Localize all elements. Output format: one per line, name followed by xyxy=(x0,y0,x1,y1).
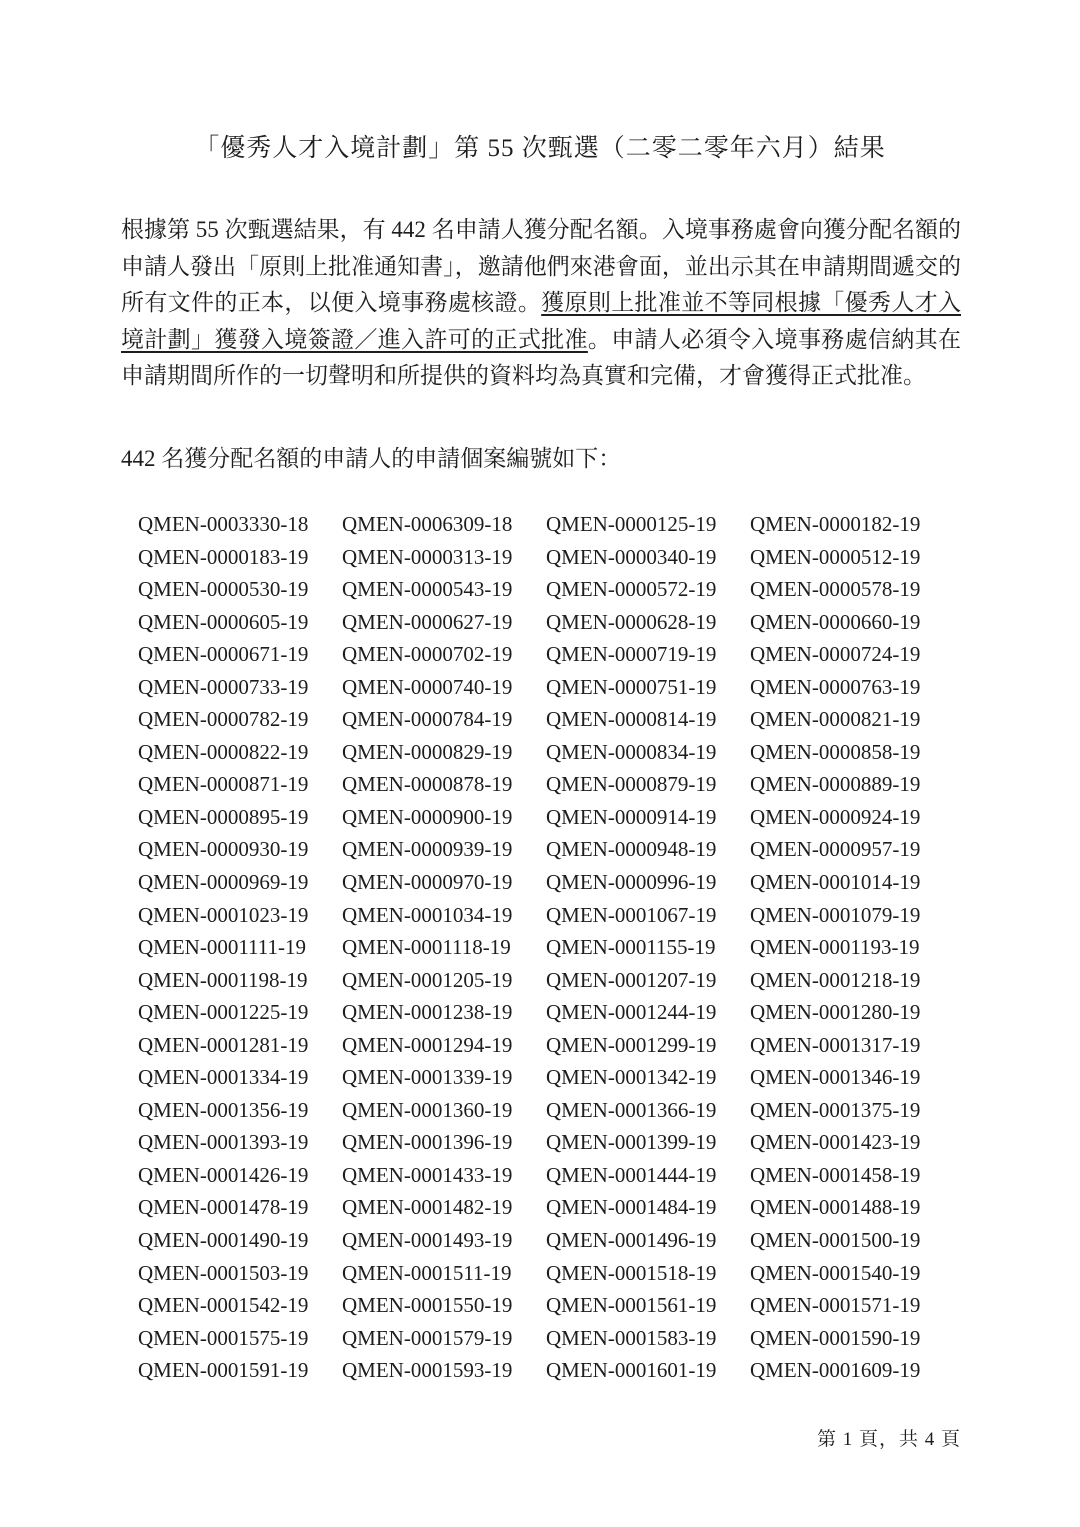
case-number: QMEN-0000183-19 xyxy=(138,544,309,569)
case-number: QMEN-0000671-19 xyxy=(138,642,309,667)
case-number: QMEN-0001067-19 xyxy=(546,902,717,927)
case-number: QMEN-0001571-19 xyxy=(750,1293,921,1318)
case-number: QMEN-0001118-19 xyxy=(342,935,511,960)
case-number: QMEN-0000834-19 xyxy=(546,739,717,764)
case-number: QMEN-0001426-19 xyxy=(138,1162,309,1187)
case-number: QMEN-0001601-19 xyxy=(546,1358,717,1383)
case-number: QMEN-0000829-19 xyxy=(342,739,513,764)
case-number: QMEN-0001518-19 xyxy=(546,1260,717,1285)
case-number: QMEN-0000182-19 xyxy=(750,512,921,536)
page-number-footer: 第 1 頁，共 4 頁 xyxy=(816,1429,961,1450)
case-number: QMEN-0000578-19 xyxy=(750,577,921,602)
case-number: QMEN-0001193-19 xyxy=(750,935,920,960)
case-number: QMEN-0001542-19 xyxy=(138,1293,309,1318)
case-number: QMEN-0001590-19 xyxy=(750,1325,921,1350)
case-number: QMEN-0000939-19 xyxy=(342,837,513,862)
case-number: QMEN-0001294-19 xyxy=(342,1032,513,1057)
intro-paragraph xyxy=(121,212,961,395)
case-number: QMEN-0000969-19 xyxy=(138,870,309,895)
case-number: QMEN-0000871-19 xyxy=(138,772,309,797)
case-number: QMEN-0000784-19 xyxy=(342,707,513,732)
case-number: QMEN-0001342-19 xyxy=(546,1065,717,1090)
case-number: QMEN-0000751-19 xyxy=(546,674,717,699)
case-number: QMEN-0001346-19 xyxy=(750,1065,921,1090)
case-number: QMEN-0001488-19 xyxy=(750,1195,921,1220)
case-number: QMEN-0001360-19 xyxy=(342,1097,513,1122)
case-number: QMEN-0000858-19 xyxy=(750,739,921,764)
case-number: QMEN-0006309-18 xyxy=(342,512,513,536)
case-number: QMEN-0003330-18 xyxy=(138,512,309,536)
case-number: QMEN-0000821-19 xyxy=(750,707,921,732)
case-number: QMEN-0001482-19 xyxy=(342,1195,513,1220)
case-number: QMEN-0001366-19 xyxy=(546,1097,717,1122)
case-number: QMEN-0001375-19 xyxy=(750,1097,921,1122)
case-number: QMEN-0001500-19 xyxy=(750,1228,921,1253)
case-number: QMEN-0000340-19 xyxy=(546,544,717,569)
case-number: QMEN-0000543-19 xyxy=(342,577,513,602)
case-number: QMEN-0000996-19 xyxy=(546,870,717,895)
case-number: QMEN-0001609-19 xyxy=(750,1358,921,1383)
case-number: QMEN-0001334-19 xyxy=(138,1065,309,1090)
case-number: QMEN-0000895-19 xyxy=(138,804,309,829)
case-number: QMEN-0000530-19 xyxy=(138,577,309,602)
case-number: QMEN-0001225-19 xyxy=(138,1000,309,1025)
case-number: QMEN-0001478-19 xyxy=(138,1195,309,1220)
case-number: QMEN-0001593-19 xyxy=(342,1358,513,1383)
case-number: QMEN-0001198-19 xyxy=(138,967,308,992)
case-number: QMEN-0001493-19 xyxy=(342,1228,513,1253)
case-number: QMEN-0001238-19 xyxy=(342,1000,513,1025)
case-number: QMEN-0001484-19 xyxy=(546,1195,717,1220)
case-number: QMEN-0000627-19 xyxy=(342,609,513,634)
case-number: QMEN-0000900-19 xyxy=(342,804,513,829)
case-number: QMEN-0000724-19 xyxy=(750,642,921,667)
case-number: QMEN-0000814-19 xyxy=(546,707,717,732)
case-number: QMEN-0001155-19 xyxy=(546,935,716,960)
case-number: QMEN-0000914-19 xyxy=(546,804,717,829)
case-number: QMEN-0001496-19 xyxy=(546,1228,717,1253)
case-number: QMEN-0001423-19 xyxy=(750,1130,921,1155)
case-number: QMEN-0000948-19 xyxy=(546,837,717,862)
case-number: QMEN-0000889-19 xyxy=(750,772,921,797)
case-number: QMEN-0001579-19 xyxy=(342,1325,513,1350)
case-number: QMEN-0001540-19 xyxy=(750,1260,921,1285)
case-number: QMEN-0000719-19 xyxy=(546,642,717,667)
intro-text-segment: 根據第 55 次甄選結果，有 442 名申請人獲分配名額。入境事務處會向獲分配名額的申請人發出「原則上批准通知書」，邀請他們來港會面，並出示其在申請期間遞交的所有文件的正本，以便入境事務處核證。 xyxy=(121,217,961,315)
case-number: QMEN-0001034-19 xyxy=(342,902,513,927)
case-number: QMEN-0001444-19 xyxy=(546,1162,717,1187)
case-number: QMEN-0000628-19 xyxy=(546,609,717,634)
intro-text-segment: 。申請人必須令入境事務處信納其在申請期間所作的一切聲明和所提供的資料均為真實和完備，才會獲得正式批准。 xyxy=(121,326,962,388)
case-number: QMEN-0001207-19 xyxy=(546,967,717,992)
case-number: QMEN-0000660-19 xyxy=(750,609,921,634)
case-number: QMEN-0001023-19 xyxy=(138,902,309,927)
case-number: QMEN-0000930-19 xyxy=(138,837,309,862)
case-number: QMEN-0001317-19 xyxy=(750,1032,921,1057)
case-number: QMEN-0000702-19 xyxy=(342,642,513,667)
case-number: QMEN-0001503-19 xyxy=(138,1260,309,1285)
case-number: QMEN-0000512-19 xyxy=(750,544,921,569)
case-number: QMEN-0000957-19 xyxy=(750,837,921,862)
case-number: QMEN-0000313-19 xyxy=(342,544,513,569)
case-number: QMEN-0000733-19 xyxy=(138,674,309,699)
case-number: QMEN-0001205-19 xyxy=(342,967,513,992)
case-number-grid xyxy=(138,512,954,1391)
intro-underlined-segment: 獲原則上批准並不等同根據「優秀人才入境計劃」獲發入境簽證／進入許可的正式批准 xyxy=(121,290,962,352)
case-number: QMEN-0001280-19 xyxy=(750,1000,921,1025)
case-number: QMEN-0001339-19 xyxy=(342,1065,513,1090)
case-number: QMEN-0001396-19 xyxy=(342,1130,513,1155)
case-number: QMEN-0001591-19 xyxy=(138,1358,309,1383)
case-number: QMEN-0000822-19 xyxy=(138,739,309,764)
case-number: QMEN-0001356-19 xyxy=(138,1097,309,1122)
case-number: QMEN-0001399-19 xyxy=(546,1130,717,1155)
case-list-intro: 442 名獲分配名額的申請人的申請個案編號如下： xyxy=(121,446,622,471)
case-number: QMEN-0000605-19 xyxy=(138,609,309,634)
case-number: QMEN-0001014-19 xyxy=(750,870,921,895)
case-number: QMEN-0001561-19 xyxy=(546,1293,717,1318)
case-number: QMEN-0001079-19 xyxy=(750,902,921,927)
case-number: QMEN-0001244-19 xyxy=(546,1000,717,1025)
case-number: QMEN-0001281-19 xyxy=(138,1032,309,1057)
case-number: QMEN-0000924-19 xyxy=(750,804,921,829)
case-number: QMEN-0001550-19 xyxy=(342,1293,513,1318)
page-title: 「優秀人才入境計劃」第 55 次甄選（二零二零年六月）結果 xyxy=(194,135,886,162)
case-number: QMEN-0000572-19 xyxy=(546,577,717,602)
case-number: QMEN-0000763-19 xyxy=(750,674,921,699)
case-number: QMEN-0000970-19 xyxy=(342,870,513,895)
case-number: QMEN-0001299-19 xyxy=(546,1032,717,1057)
case-number: QMEN-0000125-19 xyxy=(546,512,717,536)
case-number: QMEN-0001511-19 xyxy=(342,1260,512,1285)
case-number: QMEN-0001583-19 xyxy=(546,1325,717,1350)
case-number: QMEN-0000878-19 xyxy=(342,772,513,797)
case-number: QMEN-0001575-19 xyxy=(138,1325,309,1350)
case-number: QMEN-0000740-19 xyxy=(342,674,513,699)
case-number: QMEN-0001433-19 xyxy=(342,1162,513,1187)
case-number: QMEN-0001111-19 xyxy=(138,935,306,960)
case-number: QMEN-0000782-19 xyxy=(138,707,309,732)
case-number: QMEN-0001393-19 xyxy=(138,1130,309,1155)
case-number: QMEN-0001218-19 xyxy=(750,967,921,992)
case-number: QMEN-0001490-19 xyxy=(138,1228,309,1253)
case-number: QMEN-0000879-19 xyxy=(546,772,717,797)
case-number: QMEN-0001458-19 xyxy=(750,1162,921,1187)
